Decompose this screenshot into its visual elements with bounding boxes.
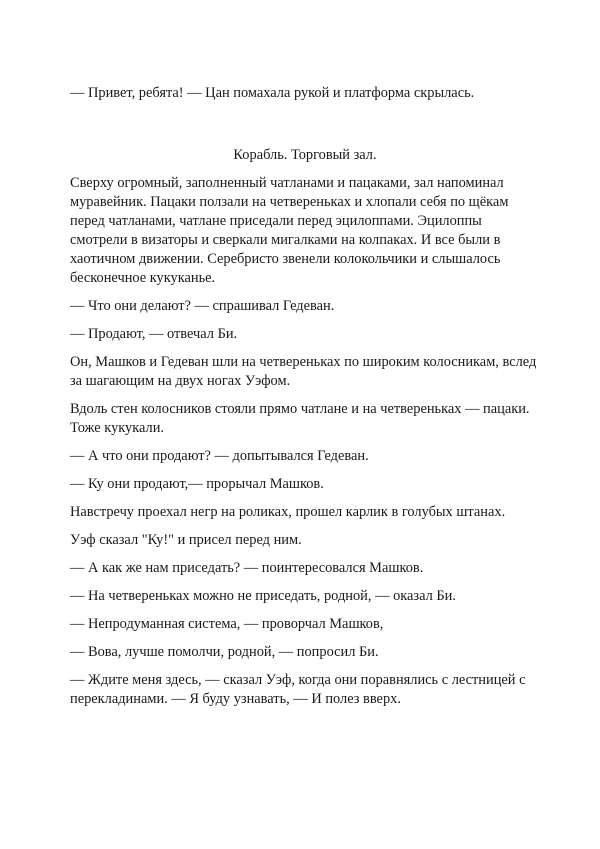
paragraph: Навстречу проехал негр на роликах, прошел карлик в голубых штанах. xyxy=(70,504,506,520)
paragraph: Вдоль стен колосников стояли прямо чатлане и на четвереньках — пацаки. Тоже кукукали. xyxy=(70,401,530,436)
paragraph: Он, Машков и Гедеван шли на четвереньках по широким колосникам, вслед за шагающим на двух ногах Уэфом. xyxy=(70,354,537,389)
paragraph: — А как же нам приседать? — поинтересовался Машков. xyxy=(70,560,424,576)
scene-heading: Корабль. Торговый зал. xyxy=(233,147,377,163)
paragraph: — А что они продают? — допытывался Гедеван. xyxy=(70,448,369,464)
paragraph: Сверху огромный, заполненный чатланами и пацаками, зал напоминал муравейник. Пацаки ползали на четвереньках и хлопали себя по щёкам перед чатланами, чатлане приседали перед эцилоппами. Эцилоппы смотрели в визаторы и сверкали мигалками на колпаках. И все были в хаотичном движении. Серебристо звенели колокольчики и слышалось бесконечное кукуканье. xyxy=(70,175,509,286)
paragraph: Уэф сказал "Ку!" и присел перед ним. xyxy=(70,532,302,548)
paragraph: — Непродуманная система, — проворчал Машков, xyxy=(70,616,384,632)
document-body xyxy=(70,84,540,718)
paragraph: — Ждите меня здесь, — сказал Уэф, когда они поравнялись с лестницей с перекладинами. — Я буду узнавать, — И полез вверх. xyxy=(70,672,526,707)
paragraph: — Продают, — отвечал Би. xyxy=(70,326,238,342)
paragraph: — Вова, лучше помолчи, родной, — попросил Би. xyxy=(70,644,379,660)
paragraph: — На четвереньках можно не приседать, родной, — оказал Би. xyxy=(70,588,456,604)
intro-line: — Привет, ребята! — Цан помахала рукой и платформа скрылась. xyxy=(70,85,475,101)
paragraph: — Что они делают? — спрашивал Гедеван. xyxy=(70,298,335,314)
paragraph: — Ку они продают,— прорычал Машков. xyxy=(70,476,324,492)
